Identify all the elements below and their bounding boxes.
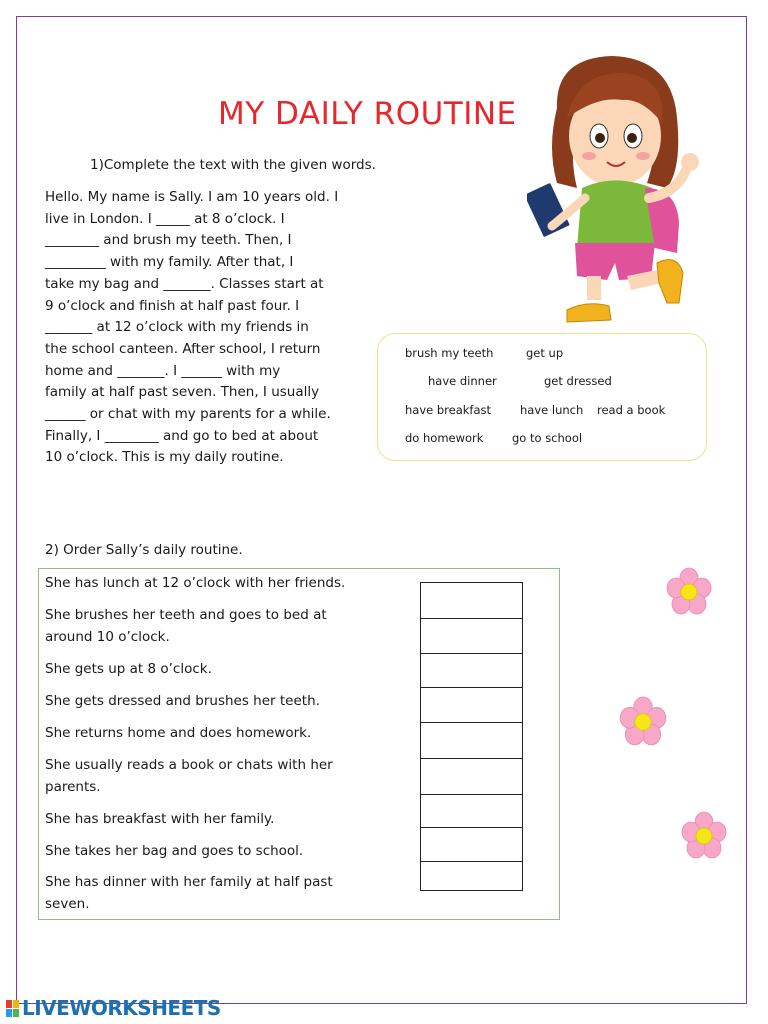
word-bank-item: read a book (597, 403, 666, 417)
answer-input-box[interactable] (420, 582, 523, 619)
paragraph-line: Hello. My name is Sally. I am 10 years old. I (45, 189, 339, 205)
answer-input-box[interactable] (420, 687, 523, 723)
paragraph-line: home and _______. I ______ with my (45, 362, 281, 379)
page-title: MY DAILY ROUTINE (218, 96, 517, 132)
flower-icon (616, 695, 670, 749)
order-item: She takes her bag and goes to school. (45, 843, 304, 859)
girl-with-book-illustration (527, 48, 707, 333)
order-item: She has lunch at 12 o’clock with her friends. (45, 575, 346, 591)
paragraph-line: Finally, I ________ and go to bed at about (45, 427, 319, 444)
flower-icon (663, 566, 715, 618)
paragraph-line: family at half past seven. Then, I usually (45, 384, 320, 401)
paragraph-line: live in London. I _____ at 8 o’clock. I (45, 210, 285, 227)
order-item: She has breakfast with her family. (45, 811, 275, 827)
paragraph-line: the school canteen. After school, I return (45, 340, 321, 357)
liveworksheets-logo-icon (6, 1000, 20, 1018)
word-bank-item: have breakfast (405, 403, 492, 417)
order-item: She gets up at 8 o’clock. (45, 661, 212, 677)
answer-input-box[interactable] (420, 827, 523, 862)
order-item: She has dinner with her family at half past seven. (45, 874, 333, 912)
paragraph-line: ______ or chat with my parents for a while. (45, 406, 331, 423)
order-item: She gets dressed and brushes her teeth. (45, 693, 320, 709)
word-bank-item: go to school (512, 431, 583, 445)
exercise2-instruction: 2) Order Sally’s daily routine. (45, 542, 243, 558)
word-bank-item: get dressed (544, 374, 612, 388)
answer-input-box[interactable] (420, 794, 523, 828)
paragraph-line: _________ with my family. After that, I (45, 254, 294, 271)
exercise1-paragraph (45, 187, 363, 469)
answer-input-box[interactable] (420, 861, 523, 891)
word-bank-item: do homework (405, 431, 484, 445)
paragraph-line: 10 o’clock. This is my daily routine. (45, 449, 284, 466)
order-item: She returns home and does homework. (45, 725, 312, 741)
order-item: She usually reads a book or chats with her parents. (45, 757, 333, 795)
word-bank-item: have lunch (520, 403, 584, 417)
flower-icon (678, 810, 730, 862)
paragraph-line: 9 o’clock and finish at half past four. I (45, 297, 300, 314)
paragraph-line: ________ and brush my teeth. Then, I (45, 232, 292, 249)
answer-input-box[interactable] (420, 758, 523, 795)
answer-input-box[interactable] (420, 618, 523, 654)
word-bank-item: get up (526, 346, 564, 360)
order-item: She brushes her teeth and goes to bed at around 10 o’clock. (45, 607, 327, 645)
exercise1-instruction: 1)Complete the text with the given words. (90, 157, 376, 173)
paragraph-line: _______ at 12 o’clock with my friends in (45, 319, 309, 336)
answer-input-box[interactable] (420, 722, 523, 759)
paragraph-line: take my bag and _______. Classes start at (45, 275, 324, 292)
word-bank-item: have dinner (428, 374, 497, 388)
footer-brand: LIVEWORKSHEETS (22, 996, 221, 1020)
word-bank-item: brush my teeth (405, 346, 494, 360)
answer-input-box[interactable] (420, 653, 523, 688)
